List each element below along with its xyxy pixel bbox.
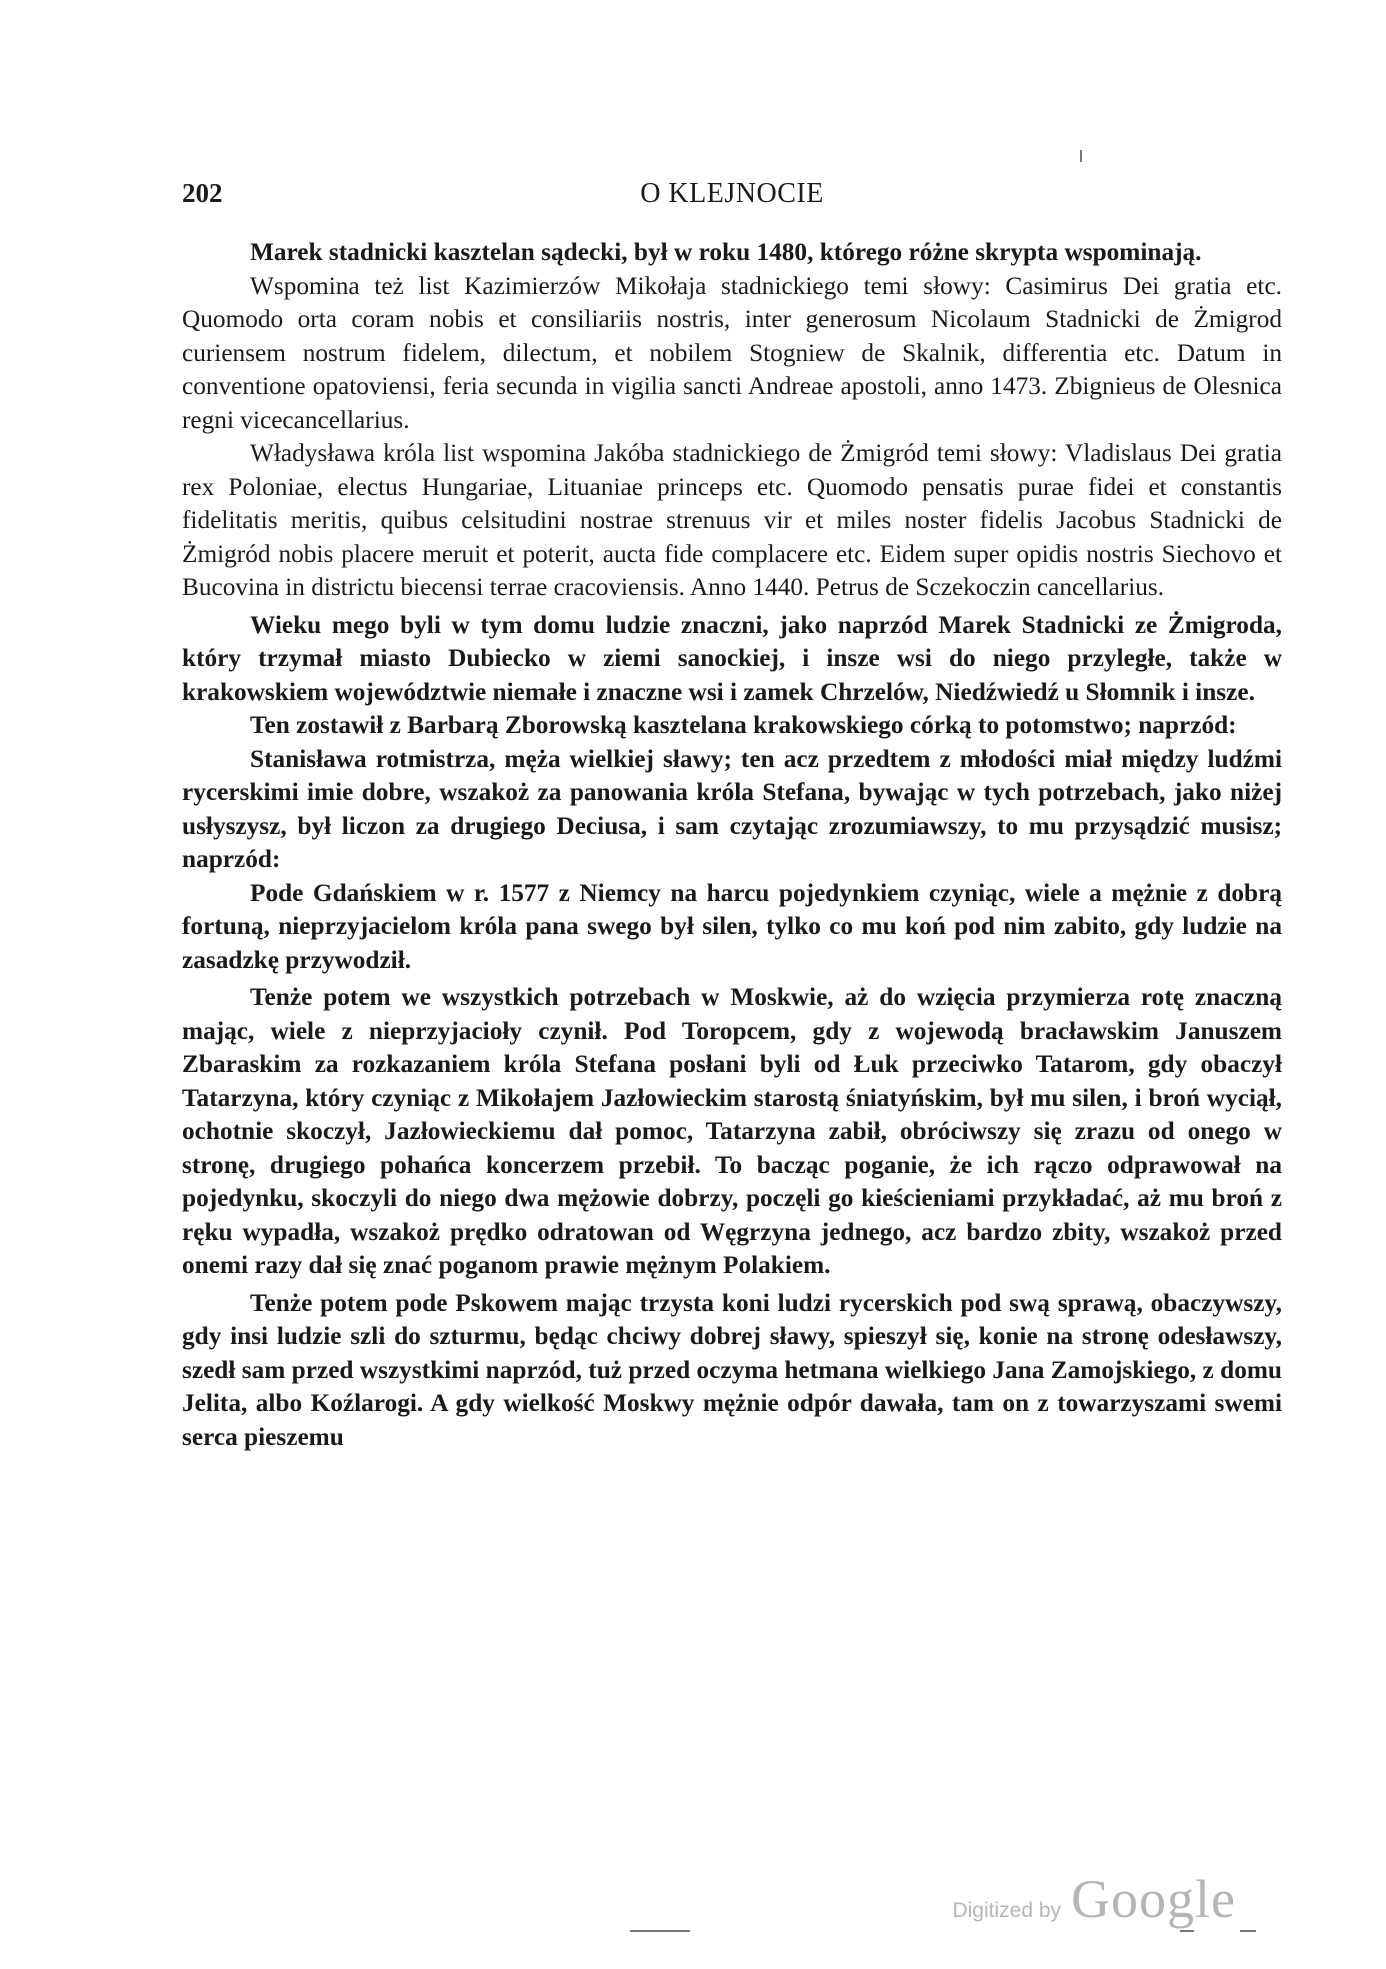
scan-speck	[1080, 150, 1082, 162]
digitized-watermark	[952, 1868, 1236, 1930]
paragraph-psków: Tenże potem pode Pskowem mając trzysta koni ludzi rycerskich pod swą sprawą, obaczywszy, gdy insi ludzie szli do szturmu, będąc chciwy dobrej sławy, spieszył się, konie na stronę odesławszy, szedł sam przed wszystkimi naprzód, tuż przed oczyma hetmana wielkiego Jana Zamojskiego, z domu Jelita, albo Koźlarogi. A gdy wielkość Moskwy mężnie odpór dawała, tam on z towarzyszami swemi serca pieszemu	[182, 1288, 1282, 1451]
paragraph-wieku-mego: Wieku mego byli w tym domu ludzie znaczni, jako naprzód Marek Stadnicki ze Żmigroda, który trzymał miasto Dubiecko w ziemi sanockiej, i insze wsi do niego przyległe, także w krakowskiem województwie niemałe i znaczne wsi i zamek Chrzelów, Niedźwiedź u Słomnik i insze.	[182, 610, 1282, 706]
body-text	[182, 236, 1282, 1454]
scan-line	[630, 1930, 690, 1932]
paragraph-stanislawa: Stanisława rotmistrza, męża wielkiej sławy; ten acz przedtem z młodości miał między ludźmi rycerskimi imie dobre, wszakoż za panowania króla Stefana, bywając w tych potrzebach, jako niżej usłyszysz, był liczon za drugiego Deciusa, i sam czytając zrozumiawszy, to mu przysądzić musisz; naprzód:	[182, 744, 1282, 873]
scan-line	[1180, 1930, 1194, 1932]
paragraph-potomstwo: Ten zostawił z Barbarą Zborowską kasztelana krakowskiego córką to potomstwo; naprzód:	[250, 711, 1237, 739]
paragraph-casimirus-letter: Wspomina też list Kazimierzów Mikołaja stadnickiego temi słowy: Casimirus Dei gratia etc. Quomodo orta coram nobis et consiliariis nostris, inter generosum Nicolaum Stadnicki de Żmigrod curiensem nostrum fidelem, dilectum, et nobilem Stogniew de Skalnik, differentia etc. Datum in conventione opatoviensi, feria secunda in vigilia sancti Andreae apostoli, anno 1473. Zbignieus de Olesnica regni vicecancellarius.	[182, 271, 1282, 434]
paragraph-moskwa: Tenże potem we wszystkich potrzebach w Moskwie, aż do wzięcia przymierza rotę znaczną mając, wiele z nieprzyjacioły czynił. Pod Toropcem, gdy z wojewodą bracławskim Januszem Zbaraskim za rozkazaniem króla Stefana posłani byli od Łuk przeciwko Tatarom, gdy obaczył Tatarzyna, który czyniąc z Mikołajem Jazłowieckim starostą śniatyńskim, był mu silen, i broń wyciął, ochotnie skoczył, Jazłowieckiemu dał pomoc, Tatarzyna zabił, obróciwszy się zrazu od onego w stronę, drugiego pohańca koncerzem przebił. To bacząc poganie, że ich rączo odprawował na pojedynku, skoczyli do niego dwa mężowie dobrzy, poczęli go kieścieniami przykładać, aż mu broń z ręku wypadła, wszakoż prędko odratowan od Węgrzyna jednego, acz bardzo zbity, wszakoż przed onemi razy dał się znać poganom prawie mężnym Polakiem.	[182, 983, 1282, 1279]
page-number: 202	[182, 178, 223, 208]
watermark-prefix: Digitized by	[952, 1899, 1062, 1922]
scan-line	[1240, 1930, 1256, 1932]
paragraph-vladislaus-letter: Władysława króla list wspomina Jakóba stadnickiego de Żmigród temi słowy: Vladislaus Dei gratia rex Poloniae, electus Hungariae, Lituaniae princeps etc. Quomodo pensatis purae fidei et constantis fidelitatis meritis, quibus celsitudini nostrae strenuus vir et miles noster fidelis Jacobus Stadnicki de Żmigród nobis placere meruit et poterit, aucta fide complacere etc. Eidem super opidis nostris Siechovo et Bucovina in districtu biecensi terrae cracoviensis. Anno 1440. Petrus de Sczekoczin cancellarius.	[182, 439, 1282, 601]
watermark-brand: Google	[1071, 1869, 1236, 1929]
running-head: O KLEJNOCIE	[640, 178, 824, 209]
paragraph-gdansk: Pode Gdańskiem w r. 1577 z Niemcy na harcu pojedynkiem czyniąc, wiele a mężnie z dobrą fortuną, nieprzyjacielom króla pana swego był silen, tylko co mu koń pod nim zabito, gdy ludzie na zasadzkę przywodził.	[182, 878, 1282, 974]
page-header	[182, 178, 1282, 218]
paragraph-marek: Marek stadnicki kasztelan sądecki, był w roku 1480, którego różne skrypta wspominają.	[250, 238, 1202, 266]
